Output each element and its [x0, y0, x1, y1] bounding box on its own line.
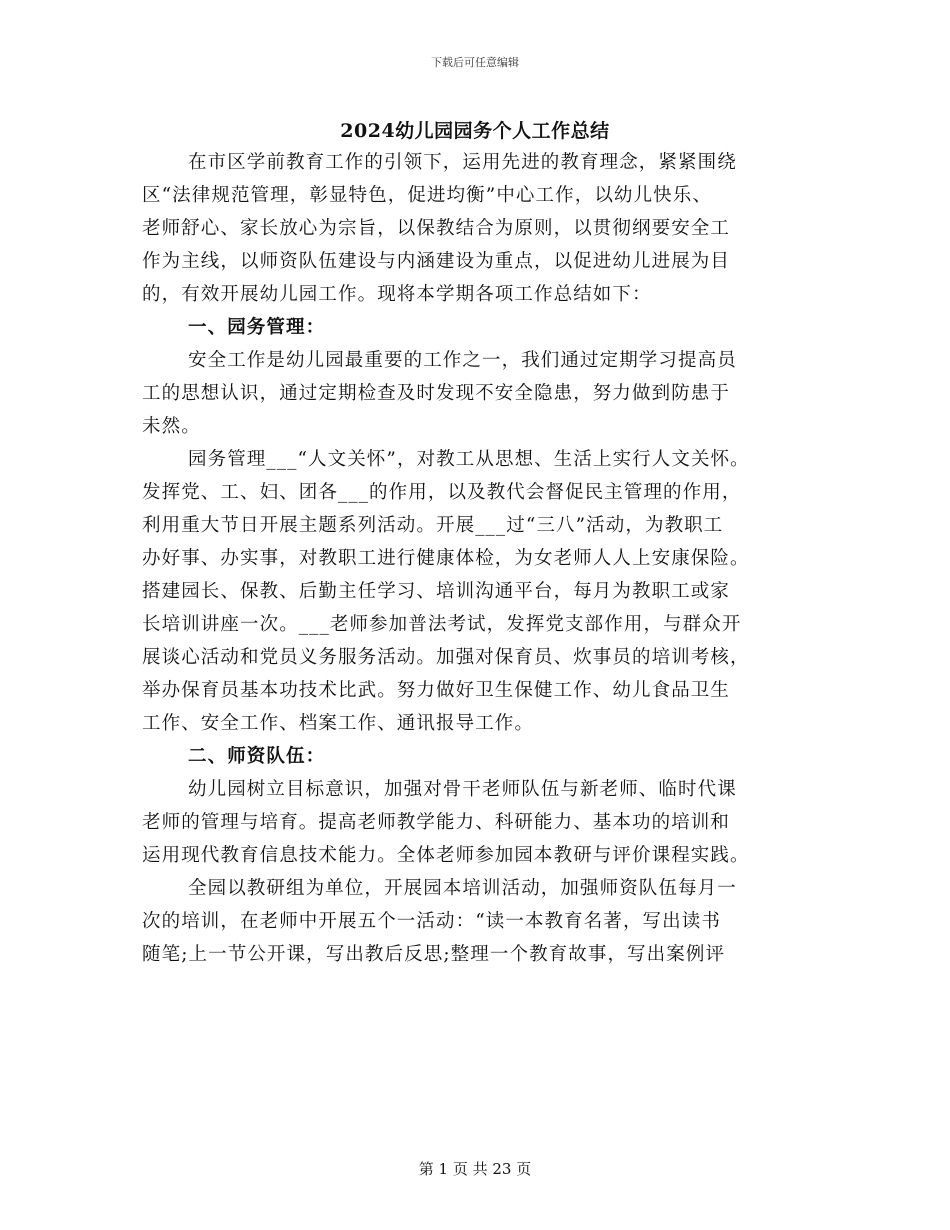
body-line: 幼儿园树立目标意识，加强对骨干老师队伍与新老师、临时代课	[188, 779, 737, 800]
body-line: 办好事、办实事，对教职工进行健康体检，为女老师人人上安康保险。	[142, 548, 750, 569]
body-line: 全园以教研组为单位，开展园本培训活动，加强师资队伍每月一	[188, 878, 737, 899]
body-line: 搭建园长、保教、后勤主任学习、培训沟通平台，每月为教职工或家	[142, 581, 731, 602]
body-line: 老师舒心、家长放心为宗旨，以保教结合为原则，以贯彻纲要安全工	[142, 218, 731, 239]
body-line: 次的培训，在老师中开展五个一活动：“读一本教育名著，写出读书	[142, 911, 721, 932]
body-line: 长培训讲座一次。___老师参加普法考试，发挥党支部作用，与群众开	[142, 614, 742, 635]
body-line: 工的思想认识，通过定期检查及时发现不安全隐患，努力做到防患于	[142, 383, 731, 404]
section-heading: 一、园务管理：	[188, 317, 326, 338]
body-line: 在市区学前教育工作的引领下，运用先进的教育理念，紧紧围绕	[188, 152, 737, 173]
page-header-note: 下载后可任意编辑	[431, 56, 519, 69]
body-line: 作为主线，以师资队伍建设与内涵建设为重点，以促进幼儿进展为目	[142, 251, 731, 272]
body-line: 利用重大节日开展主题系列活动。开展___过“三八”活动，为教职工	[142, 515, 724, 536]
document-title: 2024幼儿园园务个人工作总结	[340, 120, 610, 142]
body-line: 未然。	[142, 416, 201, 437]
section-heading: 二、师资队伍：	[188, 746, 326, 767]
body-line: 发挥党、工、妇、团各___的作用，以及教代会督促民主管理的作用，	[142, 482, 742, 503]
body-line: 老师的管理与培育。提高老师教学能力、科研能力、基本功的培训和	[142, 812, 731, 833]
body-line: 安全工作是幼儿园最重要的工作之一，我们通过定期学习提高员	[188, 350, 737, 371]
body-line: 运用现代教育信息技术能力。全体老师参加园本教研与评价课程实践。	[142, 845, 750, 866]
body-line: 举办保育员基本功技术比武。努力做好卫生保健工作、幼儿食品卫生	[142, 680, 731, 701]
body-line: 园务管理___“人文关怀”，对教工从思想、生活上实行人文关怀。	[188, 449, 750, 470]
document-body	[142, 146, 802, 971]
body-line: 区“法律规范管理，彰显特色，促进均衡”中心工作，以幼儿快乐、	[142, 185, 712, 206]
page-number: 第 1 页 共 23 页	[418, 1160, 532, 1178]
body-line: 展谈心活动和党员义务服务活动。加强对保育员、炊事员的培训考核，	[142, 647, 750, 668]
body-line: 随笔;上一节公开课，写出教后反思;整理一个教育故事，写出案例评	[142, 944, 726, 965]
body-line: 的，有效开展幼儿园工作。现将本学期各项工作总结如下：	[142, 284, 652, 305]
body-line: 工作、安全工作、档案工作、通讯报导工作。	[142, 713, 535, 734]
